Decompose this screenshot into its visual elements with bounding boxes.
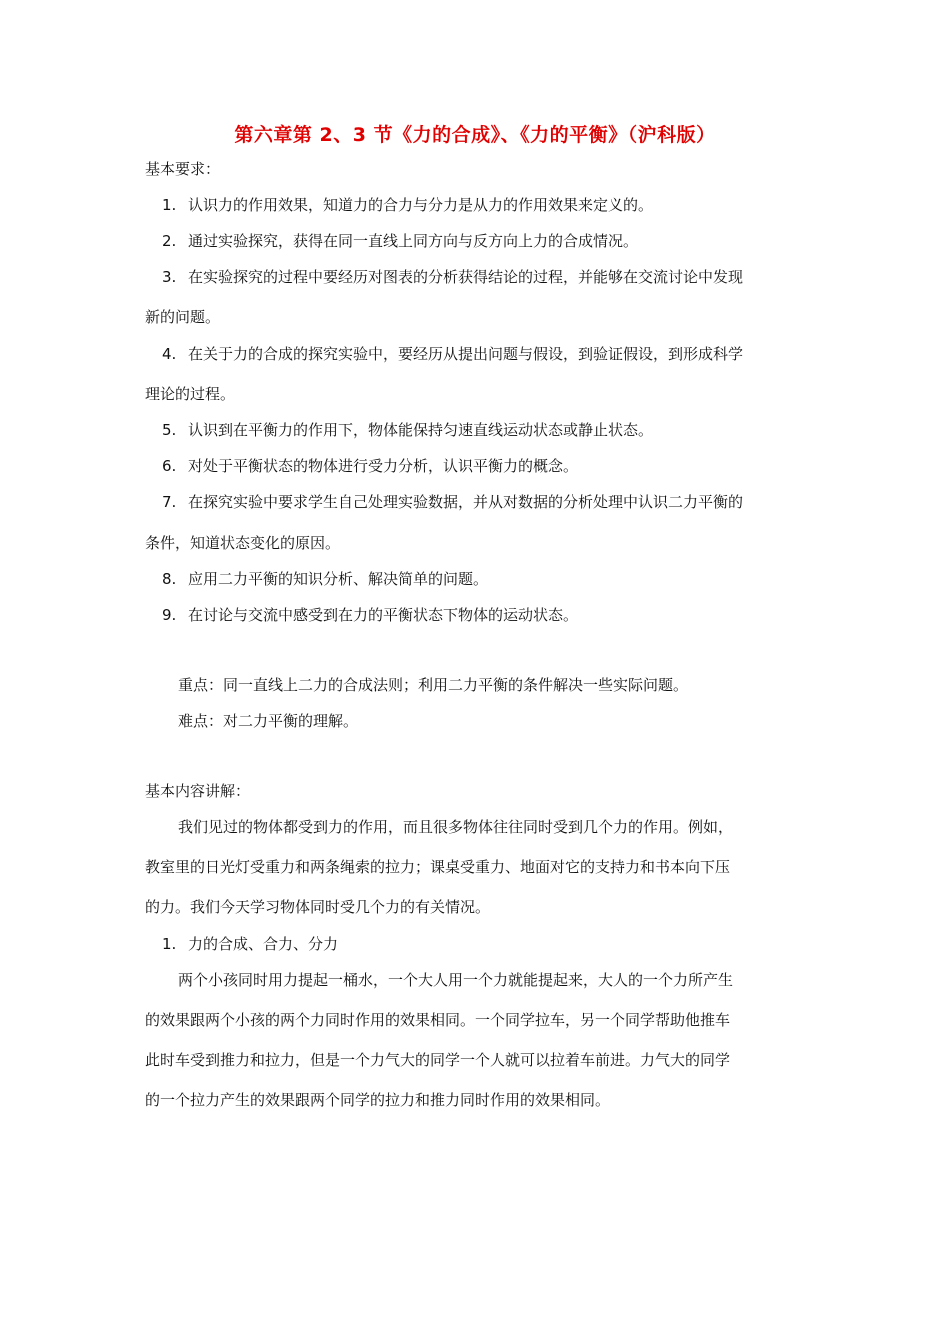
requirement-number: 3.	[162, 268, 177, 286]
requirement-text: 对处于平衡状态的物体进行受力分析，认识平衡力的概念。	[188, 457, 579, 475]
section-heading	[162, 934, 338, 954]
intro-paragraph-line: 我们见过的物体都受到力的作用，而且很多物体往往同时受到几个力的作用。例如，	[178, 818, 734, 836]
requirement-text: 应用二力平衡的知识分析、解决简单的问题。	[188, 570, 489, 588]
requirement-number: 7.	[162, 493, 177, 511]
section-paragraph-line: 的效果跟两个小孩的两个力同时作用的效果相同。一个同学拉车，另一个同学帮助他推车	[145, 1011, 731, 1029]
content-heading: 基本内容讲解：	[145, 782, 251, 800]
requirement-item	[162, 605, 578, 625]
requirement-text: 通过实验探究，获得在同一直线上同方向与反方向上力的合成情况。	[188, 232, 639, 250]
key-point: 重点：同一直线上二力的合成法则；利用二力平衡的条件解决一些实际问题。	[178, 676, 689, 694]
requirement-number: 9.	[162, 606, 177, 624]
intro-paragraph-line: 教室里的日光灯受重力和两条绳索的拉力；课桌受重力、地面对它的支持力和书本向下压	[145, 858, 731, 876]
requirement-item	[162, 420, 653, 440]
requirement-item	[162, 267, 743, 287]
requirement-number: 4.	[162, 345, 177, 363]
requirement-item	[162, 344, 743, 364]
document-title: 第六章第 2、3 节《力的合成》、《力的平衡》（沪科版）	[234, 124, 716, 146]
requirement-text: 在讨论与交流中感受到在力的平衡状态下物体的运动状态。	[188, 606, 579, 624]
requirement-number: 8.	[162, 570, 177, 588]
requirement-item	[162, 569, 488, 589]
requirement-text: 认识力的作用效果，知道力的合力与分力是从力的作用效果来定义的。	[188, 196, 654, 214]
requirement-text: 在关于力的合成的探究实验中，要经历从提出问题与假设，到验证假设，到形成科学	[188, 345, 744, 363]
requirements-heading: 基本要求：	[145, 160, 221, 178]
difficult-point: 难点：对二力平衡的理解。	[178, 712, 359, 730]
section-number: 1.	[162, 935, 177, 953]
requirement-item	[162, 195, 653, 215]
requirement-text-continued: 条件，知道状态变化的原因。	[145, 534, 341, 552]
requirement-number: 5.	[162, 421, 177, 439]
requirement-number: 6.	[162, 457, 177, 475]
requirement-text-continued: 新的问题。	[145, 308, 221, 326]
section-title: 力的合成、合力、分力	[188, 935, 339, 953]
requirement-text: 在探究实验中要求学生自己处理实验数据，并从对数据的分析处理中认识二力平衡的	[188, 493, 744, 511]
requirement-number: 2.	[162, 232, 177, 250]
requirement-item	[162, 456, 578, 476]
requirement-item	[162, 231, 638, 251]
requirement-number: 1.	[162, 196, 177, 214]
section-paragraph-line: 的一个拉力产生的效果跟两个同学的拉力和推力同时作用的效果相同。	[145, 1091, 611, 1109]
section-paragraph-line: 两个小孩同时用力提起一桶水，一个大人用一个力就能提起来，大人的一个力所产生	[178, 971, 734, 989]
intro-paragraph-line: 的力。我们今天学习物体同时受几个力的有关情况。	[145, 898, 491, 916]
requirement-text: 认识到在平衡力的作用下，物体能保持匀速直线运动状态或静止状态。	[188, 421, 654, 439]
section-paragraph-line: 此时车受到推力和拉力，但是一个力气大的同学一个人就可以拉着车前进。力气大的同学	[145, 1051, 731, 1069]
requirement-text: 在实验探究的过程中要经历对图表的分析获得结论的过程，并能够在交流讨论中发现	[188, 268, 744, 286]
requirement-item	[162, 492, 743, 512]
requirement-text-continued: 理论的过程。	[145, 385, 236, 403]
